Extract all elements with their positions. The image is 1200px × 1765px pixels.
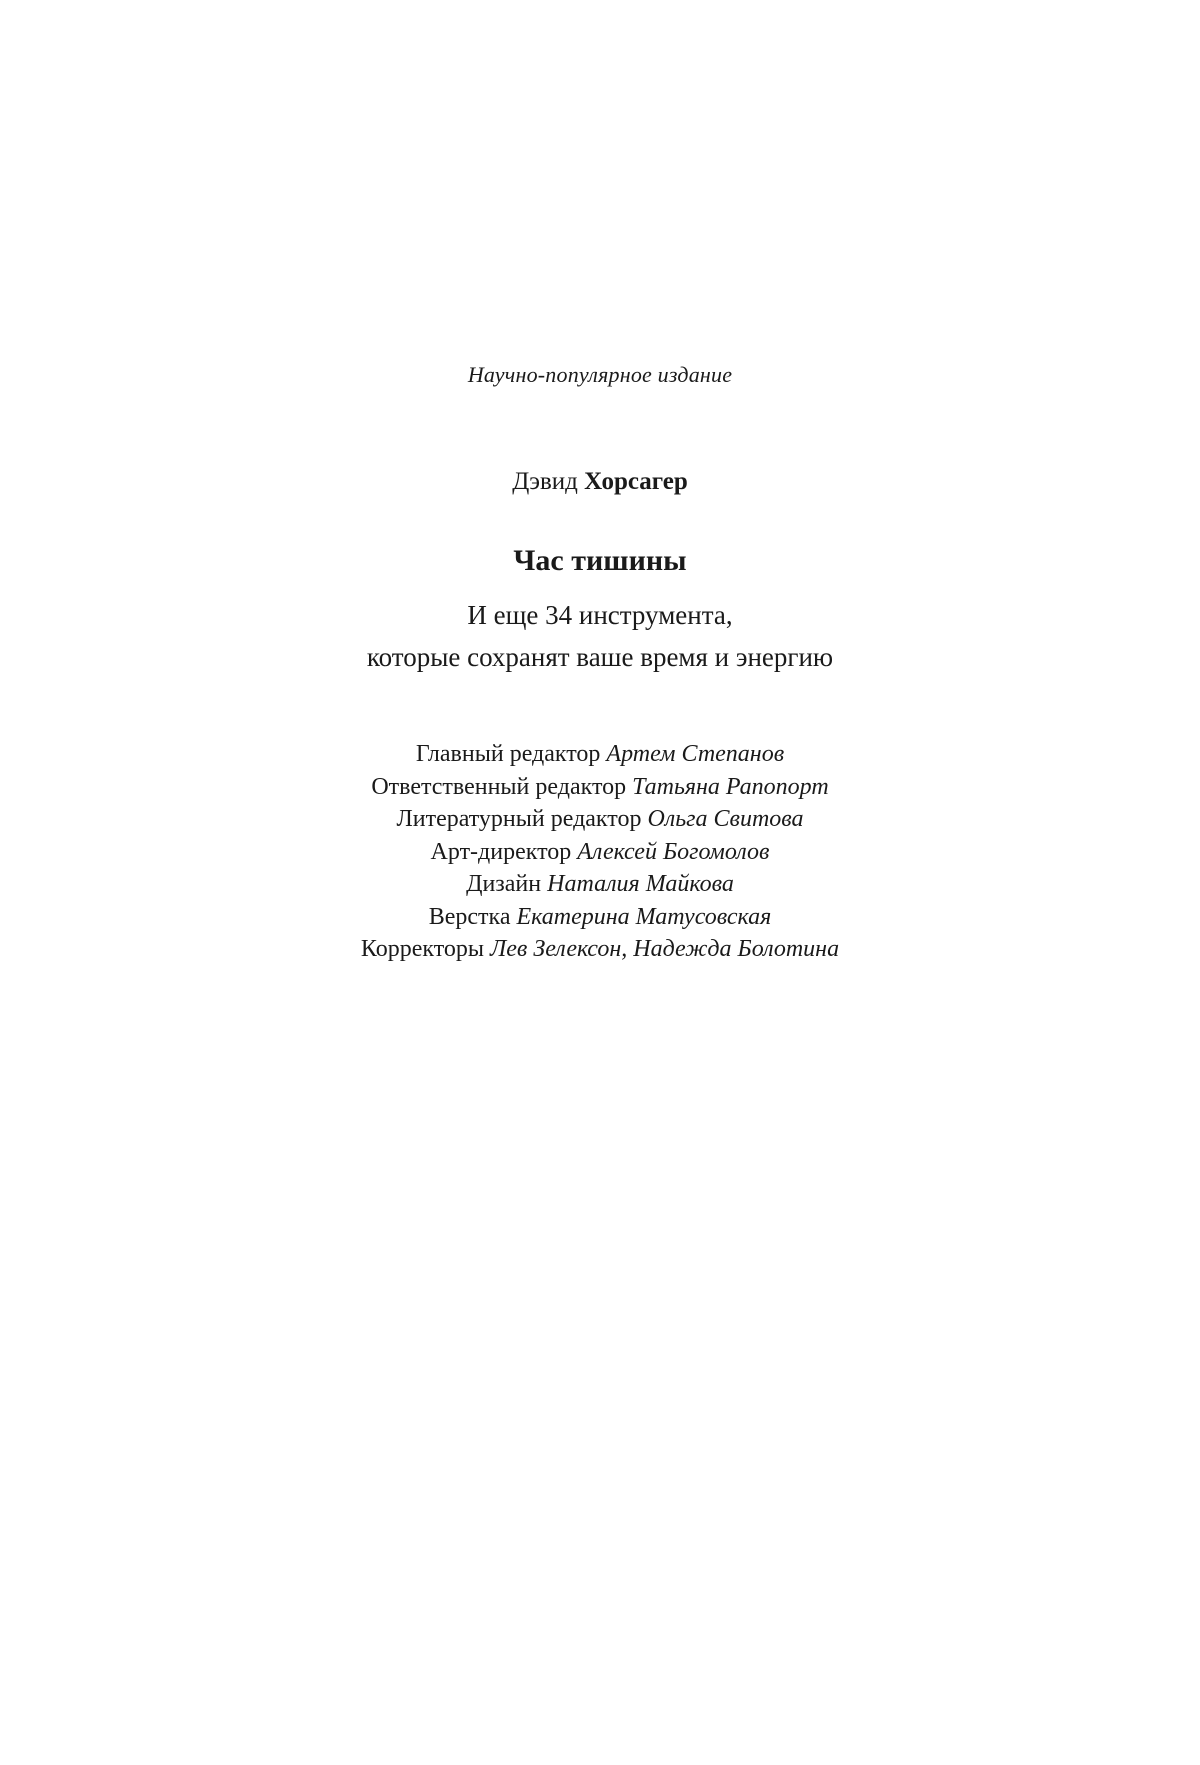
- author-surname: Хорсагер: [584, 468, 688, 495]
- credit-layout: [0, 901, 1200, 934]
- credit-person: Наталия Майкова: [547, 871, 734, 897]
- credit-role: Ответственный редактор: [371, 773, 627, 800]
- book-subtitle: [0, 594, 1200, 678]
- genre-label: Научно-популярное издание: [467, 362, 733, 387]
- credit-managing-editor: [0, 771, 1200, 804]
- credit-art-director: [0, 836, 1200, 869]
- credit-role: Арт-директор: [430, 838, 572, 865]
- credit-person: Алексей Богомолов: [577, 838, 770, 865]
- book-title: Час тишины: [513, 544, 687, 577]
- subtitle-line-1: И еще 34 инструмента,: [467, 600, 733, 630]
- credit-literary-editor: [0, 803, 1200, 836]
- subtitle-line-2: которые сохранят ваше время и энергию: [366, 642, 834, 672]
- credit-person: Ольга Свитова: [647, 806, 804, 832]
- credit-person: Лев Зелексон, Надежда Болотина: [490, 936, 840, 962]
- credit-role: Главный редактор: [415, 741, 601, 767]
- credit-chief-editor: [0, 738, 1200, 771]
- author-line: [0, 468, 1200, 496]
- credit-role: Дизайн: [466, 871, 542, 897]
- credit-role: Литературный редактор: [396, 806, 642, 832]
- credit-proofreaders: [0, 933, 1200, 966]
- credit-person: Артем Степанов: [606, 741, 785, 767]
- credit-person: Екатерина Матусовская: [516, 903, 772, 930]
- credits-list: [0, 738, 1200, 966]
- credit-design: [0, 868, 1200, 901]
- author-first-name: Дэвид: [512, 468, 578, 495]
- credit-role: Верстка: [428, 903, 511, 930]
- credit-person: Татьяна Рапопорт: [632, 773, 829, 800]
- credit-role: Корректоры: [360, 936, 484, 962]
